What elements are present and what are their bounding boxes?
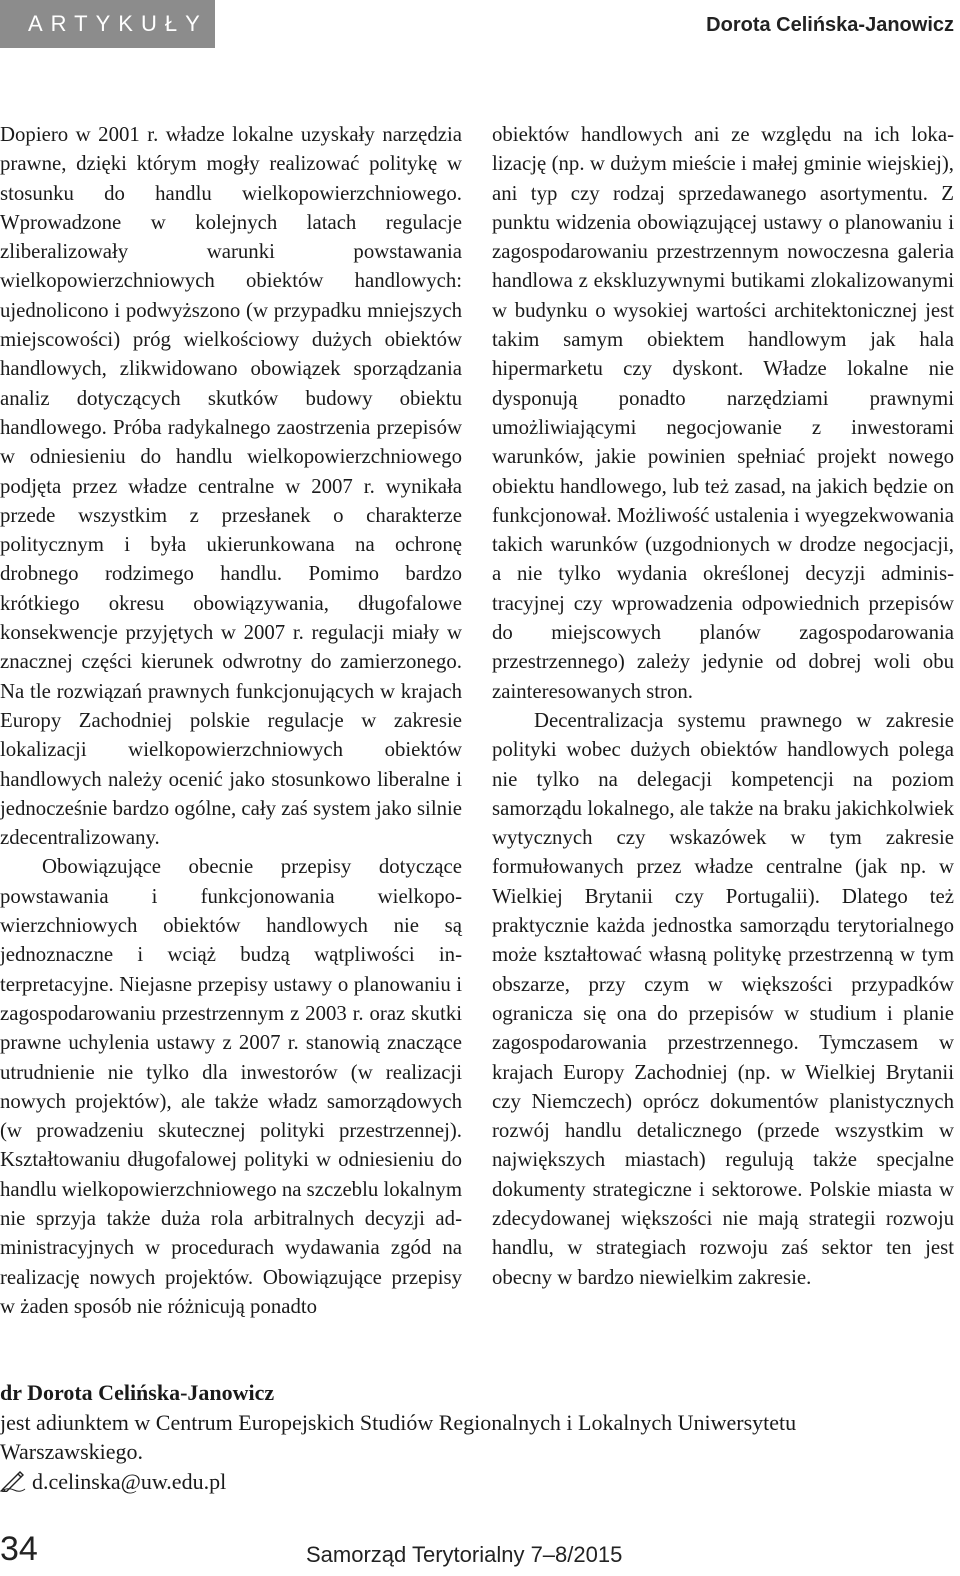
paragraph: Dopiero w 2001 r. władze lokalne uzyskały narzędzia prawne, dzięki którym mogły realizować politykę w stosunku do handlu wielkopowierzchniowego. Wprowadzone w kolejnych latach regulacje zliberalizowały warunki powstawania wielkopowierzchniowych obiektów handlowych: ujednolicono i podwyższono (w przypadku mniejszych miejscowości) próg wielkościowy dużych obiektów handlowych, zlikwidowano obowiązek sporządzania analiz dotyczących skutków budowy obiektu handlowego. Próba radykalnego zaostrzenia przepisów w odniesieniu do handlu wielkopowierzchniowego podjęta przez władze centralne w 2007 r. wynikała przede wszystkim z przesłanek o charakterze politycznym i była ukierunkowana na ochronę drobnego rodzimego handlu. Pomimo bardzo krótkiego okresu obowiązywania, długofalowe konsekwencje przyjętych w 2007 r. regulacji miały w znacznej części kierunek odwrotny do zamierzonego. Na tle rozwiązań prawnych funkcjonujących w krajach Europy Zachodniej polskie regulacje w zakresie lokalizacji wielkopowierzchniowych obiektów handlowych należy ocenić jako stosunkowo liberalne i jednocześnie bardzo ogólne, cały zaś system jako silnie zdecentralizowany.	[0, 123, 462, 850]
pen-icon	[0, 1470, 26, 1492]
email-row	[0, 1467, 900, 1497]
author-name: dr Dorota Celińska-Janowicz	[0, 1380, 275, 1405]
author-email[interactable]: d.celinska@uw.edu.pl	[32, 1468, 227, 1494]
paragraph: Decentralizacja systemu prawnego w zakresie polityki wobec dużych obiektów handlowych polega nie tylko na delegacji kompetencji na poziom samorządu lokalnego, ale także na braku jakichkolwiek wytycznych czy wskazówek w tym zakresie formułowanych przez władze centralne (jak np. w Wielkiej Brytanii czy Portugalii). Dlatego też praktycznie każda jednostka samorządu terytorialnego może kształtować własną politykę przestrzenną w tym obszarze, przy czym w większości przypadków ogranicza się ona do przepisów w studium i planie zagospodarowania przestrzennego. Tymczasem w krajach Europy Zachodniej (np. w Wielkiej Brytanii czy Niemczech) oprócz dokumentów planistycznych rozwój handlu detalicznego (przede wszystkim w największych miastach) regulują także specjalne dokumenty strategiczne i sektorowe. Polskie miasta w zdecydowanej większości nie mają strategii rozwoju handlu, w strategiach rozwoju zaś sektor ten jest obecny w bardzo niewielkim zakresie.	[492, 708, 954, 1289]
author-affiliation: jest adiunktem w Centrum Europejskich Studiów Regionalnych i Lokalnych Uniwersytetu Warszawskiego.	[0, 1409, 797, 1464]
journal-title: Samorząd Terytorialny 7–8/2015	[306, 1542, 623, 1567]
page-number: 34	[0, 1530, 38, 1568]
author-bio	[0, 1378, 900, 1496]
text-column-left	[0, 120, 462, 1321]
text-column-right	[492, 120, 954, 1292]
section-tag: ARTYKUŁY	[0, 0, 215, 48]
paragraph: obiektów handlowych ani ze względu na ich lokalizację (np. w dużym mieście i małej gminie wiejskiej), ani typ czy rodzaj sprzedawanego asortymentu. Z punktu widzenia obowiązującej ustawy o planowaniu i zagospodarowaniu przestrzennym nowoczesna galeria handlowa z ekskluzywnymi butikami zlokalizowanymi w budynku o wysokiej wartości architektonicznej jest takim samym obiektem handlowym jak hala hipermarketu czy dyskont. Władze lokalne nie dysponują ponadto narzędziami prawnymi umożliwiającymi negocjowanie z inwestorami warunków, jakie powinien spełniać projekt nowego obiektu handlowego, lub też zasad, na jakich będzie on funkcjonował. Możliwość ustalenia i wyegzekwowania takich warunków (uzgodnionych w drodze negocjacji, a nie tylko wydania określonej decyzji administracyjnej czy wprowadzenia odpowiednich przepisów do miejscowych planów zagospodarowania przestrzennego) zależy jedynie od dobrej woli obu zainteresowanych stron.	[492, 123, 954, 703]
paragraph: Obowiązujące obecnie przepisy dotyczące powstawania i funkcjonowania wielkopowierzchniowych obiektów handlowych nie są jednoznaczne i wciąż budzą wątpliwości interpretacyjne. Niejasne przepisy ustawy o planowaniu i zagospodarowaniu przestrzennym z 2003 r. oraz skutki prawne uchylenia ustawy z 2007 r. stanowią znaczące utrudnienie nie tylko dla inwestorów (w realizacji nowych projektów), ale także władz samorządowych (w prowadzeniu skutecznej polityki przestrzennej). Kształtowaniu długofalowej polityki w odniesieniu do handlu wielkopowierzchniowego na szczeblu lokalnym nie sprzyja także duża rola arbitralnych decyzji administracyjnych w procedurach wydawania zgód na realizację nowych projektów. Obowiązujące przepisy w żaden sposób nie różnicują ponadto	[0, 855, 463, 1318]
header-author: Dorota Celińska-Janowicz	[706, 14, 954, 36]
